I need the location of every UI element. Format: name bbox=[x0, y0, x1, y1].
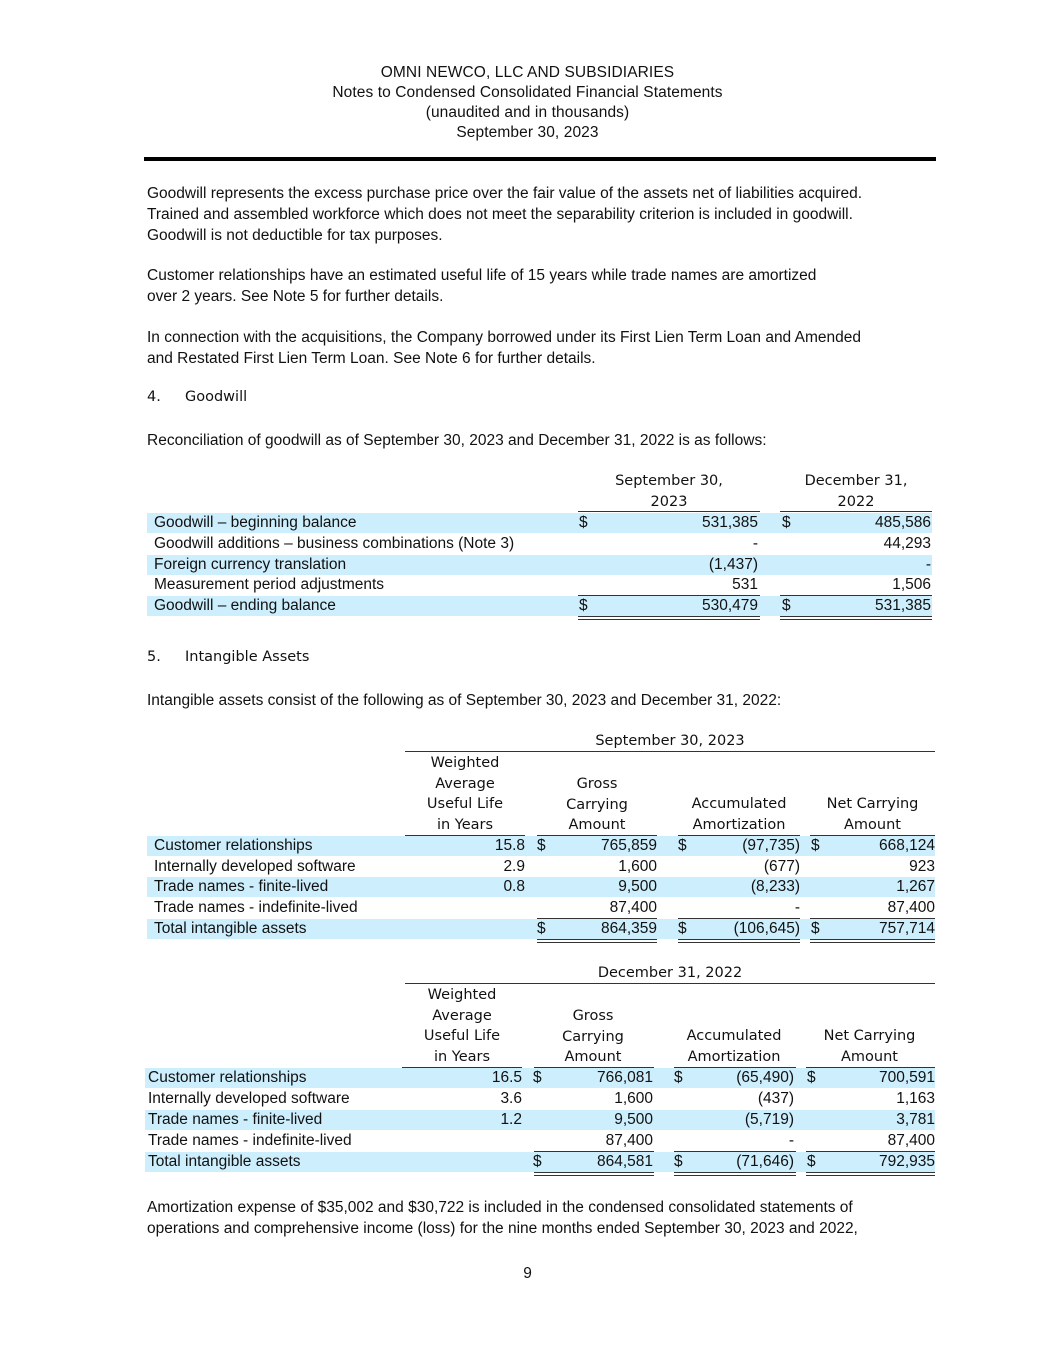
value-2023: 531 bbox=[732, 576, 758, 593]
total-double-underline bbox=[534, 1172, 654, 1176]
currency-symbol: $ bbox=[678, 837, 687, 854]
value-2022: 531,385 bbox=[874, 597, 931, 614]
row-label: Measurement period adjustments bbox=[154, 576, 385, 593]
net-carrying-amount: 792,935 bbox=[878, 1153, 935, 1170]
period-underline bbox=[405, 983, 935, 984]
col-header-line: Useful Life bbox=[423, 1028, 501, 1044]
col-underline bbox=[780, 511, 932, 512]
gross-carrying-amount: 87,400 bbox=[605, 1132, 653, 1149]
intangible-row bbox=[147, 898, 935, 918]
row-label: Trade names - finite-lived bbox=[148, 1111, 323, 1128]
currency-symbol: $ bbox=[811, 837, 820, 854]
col-header-life bbox=[405, 753, 525, 835]
page-number: 9 bbox=[523, 1265, 532, 1282]
col-header-line: Amount bbox=[568, 817, 626, 833]
accumulated-amortization: (8,233) bbox=[750, 878, 800, 895]
col-header-line: Average bbox=[432, 1007, 492, 1024]
net-carrying-amount: 757,714 bbox=[878, 920, 935, 937]
col-header-line: Carrying bbox=[562, 1028, 624, 1045]
currency-symbol: $ bbox=[807, 1069, 816, 1086]
acquisitions-paragraph bbox=[147, 327, 947, 369]
row-label: Goodwill – ending balance bbox=[154, 597, 336, 614]
row-label: Customer relationships bbox=[154, 837, 313, 854]
col-header-gross bbox=[537, 774, 657, 836]
currency-symbol: $ bbox=[533, 1153, 542, 1170]
currency-symbol: $ bbox=[533, 1069, 542, 1086]
col-header-line: Amount bbox=[841, 1048, 898, 1065]
gross-carrying-amount: 765,859 bbox=[600, 837, 657, 854]
col-header-line: Accumulated bbox=[686, 1028, 782, 1044]
customer-relationships-paragraph bbox=[147, 265, 947, 307]
total-double-underline bbox=[578, 616, 760, 620]
intangible-row bbox=[147, 877, 935, 897]
useful-life: 1.2 bbox=[500, 1111, 522, 1128]
section-number: 5. bbox=[147, 649, 161, 665]
net-carrying-amount: 1,163 bbox=[896, 1090, 935, 1107]
col-header-line: Amortization bbox=[687, 1048, 781, 1065]
text-line: Goodwill is not deductible for tax purposes. bbox=[147, 227, 443, 244]
text-line: over 2 years. See Note 5 for further details. bbox=[147, 288, 444, 305]
col-header-line: Net Carrying bbox=[823, 1028, 916, 1044]
value-2022: 44,293 bbox=[883, 535, 931, 552]
amortization-paragraph bbox=[147, 1197, 947, 1239]
currency-symbol: $ bbox=[579, 597, 588, 614]
col-header-line: Carrying bbox=[566, 796, 628, 813]
currency-symbol: $ bbox=[782, 514, 791, 531]
goodwill-total-row bbox=[147, 596, 932, 616]
text-line: Trained and assembled workforce which does not meet the separability criterion is included in goodwill. bbox=[147, 206, 853, 223]
total-double-underline bbox=[780, 616, 932, 620]
value-2023: 530,479 bbox=[701, 597, 758, 614]
col-header-line: Weighted bbox=[430, 755, 500, 771]
accumulated-amortization: (677) bbox=[763, 858, 800, 875]
document-date: September 30, 2023 bbox=[456, 124, 599, 141]
intangible-row bbox=[147, 857, 935, 877]
currency-symbol: $ bbox=[537, 920, 546, 937]
col-header-line: December 31, bbox=[804, 473, 908, 489]
value-2022: - bbox=[925, 556, 931, 573]
section-number: 4. bbox=[147, 389, 161, 405]
company-name: OMNI NEWCO, LLC AND SUBSIDIARIES bbox=[380, 64, 675, 81]
intangible-row bbox=[145, 1068, 935, 1088]
col-header-line: in Years bbox=[436, 816, 494, 833]
gross-carrying-amount: 864,581 bbox=[596, 1153, 653, 1170]
goodwill-col-header-2022 bbox=[780, 471, 932, 512]
gross-carrying-amount: 1,600 bbox=[618, 858, 657, 875]
row-label: Trade names - finite-lived bbox=[154, 878, 329, 895]
goodwill-row bbox=[147, 555, 932, 575]
row-label: Total intangible assets bbox=[148, 1153, 301, 1170]
intangible-row bbox=[145, 1131, 935, 1151]
accumulated-amortization: (437) bbox=[757, 1090, 794, 1107]
text-line: Customer relationships have an estimated useful life of 15 years while trade names are amortized bbox=[147, 267, 817, 284]
section-title: Goodwill bbox=[185, 389, 248, 405]
col-header-gross bbox=[533, 1006, 653, 1068]
col-header-line: Average bbox=[435, 775, 495, 792]
value-2022: 1,506 bbox=[892, 576, 931, 593]
row-label: Total intangible assets bbox=[154, 920, 307, 937]
col-header-line: in Years bbox=[433, 1048, 491, 1065]
intangible-row bbox=[147, 836, 935, 856]
currency-symbol: $ bbox=[537, 837, 546, 854]
row-label: Trade names - indefinite-lived bbox=[148, 1132, 352, 1149]
row-label: Trade names - indefinite-lived bbox=[154, 899, 358, 916]
accumulated-amortization: - bbox=[794, 899, 800, 916]
accumulated-amortization: (71,646) bbox=[736, 1153, 794, 1170]
section-5-heading bbox=[147, 649, 309, 665]
currency-symbol: $ bbox=[579, 514, 588, 531]
currency-symbol: $ bbox=[782, 597, 791, 614]
gross-carrying-amount: 9,500 bbox=[618, 878, 657, 895]
gross-carrying-amount: 9,500 bbox=[614, 1111, 653, 1128]
text-line: Goodwill represents the excess purchase price over the fair value of the assets net of liabilities acquired. bbox=[147, 185, 863, 202]
useful-life bbox=[402, 1131, 522, 1151]
col-header-line: 2023 bbox=[650, 493, 688, 510]
intangible-row bbox=[145, 1110, 935, 1130]
value-2023: (1,437) bbox=[708, 556, 758, 573]
text-line: In connection with the acquisitions, the Company borrowed under its First Lien Term Loan and Amended bbox=[147, 329, 861, 346]
col-header-line: September 30, bbox=[615, 473, 723, 489]
text-line: operations and comprehensive income (loss) for the nine months ended September 30, 2023 and 2022, bbox=[147, 1220, 858, 1237]
col-header-life bbox=[402, 985, 522, 1067]
row-label: Foreign currency translation bbox=[154, 556, 347, 573]
gross-carrying-amount: 1,600 bbox=[614, 1090, 653, 1107]
total-double-underline bbox=[810, 939, 935, 943]
currency-symbol: $ bbox=[674, 1153, 683, 1170]
row-label: Internally developed software bbox=[154, 858, 356, 875]
col-header-line: 2022 bbox=[837, 493, 875, 510]
accumulated-amortization: (5,719) bbox=[744, 1111, 794, 1128]
goodwill-col-header-2023 bbox=[578, 471, 760, 512]
col-header-line: Accumulated bbox=[691, 796, 787, 812]
document-subtitle: (unaudited and in thousands) bbox=[425, 104, 630, 121]
currency-symbol: $ bbox=[674, 1069, 683, 1086]
col-header-line: Amount bbox=[844, 816, 901, 833]
net-carrying-amount: 1,267 bbox=[896, 878, 935, 895]
total-double-underline bbox=[678, 939, 800, 943]
total-double-underline bbox=[537, 939, 657, 943]
col-header-line: Weighted bbox=[427, 987, 497, 1003]
currency-symbol: $ bbox=[678, 920, 687, 937]
section-title: Intangible Assets bbox=[185, 649, 310, 665]
row-label: Customer relationships bbox=[148, 1069, 307, 1086]
goodwill-paragraph bbox=[147, 183, 947, 246]
col-header-accumulated bbox=[674, 1026, 794, 1067]
goodwill-row bbox=[147, 575, 932, 595]
net-carrying-amount: 668,124 bbox=[878, 837, 935, 854]
col-header-line: Gross bbox=[576, 776, 618, 792]
accumulated-amortization: (65,490) bbox=[736, 1069, 794, 1086]
period-header: December 31, 2022 bbox=[597, 965, 743, 981]
gross-carrying-amount: 864,359 bbox=[600, 920, 657, 937]
text-line: and Restated First Lien Term Loan. See Note 6 for further details. bbox=[147, 350, 596, 367]
col-header-line: Amortization bbox=[692, 816, 786, 833]
col-header-line: Net Carrying bbox=[826, 796, 919, 812]
goodwill-row bbox=[147, 513, 932, 533]
intangible-intro: Intangible assets consist of the following as of September 30, 2023 and December 31, 2022: bbox=[147, 692, 782, 709]
period-header: September 30, 2023 bbox=[595, 733, 745, 749]
accumulated-amortization: - bbox=[788, 1132, 794, 1149]
col-header-accumulated bbox=[679, 794, 799, 835]
gross-carrying-amount: 766,081 bbox=[596, 1069, 653, 1086]
useful-life: 3.6 bbox=[500, 1090, 522, 1107]
text-line: Amortization expense of $35,002 and $30,722 is included in the condensed consolidated statements of bbox=[147, 1199, 853, 1216]
gross-carrying-amount: 87,400 bbox=[609, 899, 657, 916]
col-underline bbox=[578, 511, 760, 512]
net-carrying-amount: 700,591 bbox=[878, 1069, 935, 1086]
row-label: Internally developed software bbox=[148, 1090, 350, 1107]
intangible-total-row bbox=[147, 919, 935, 939]
net-carrying-amount: 3,781 bbox=[896, 1111, 935, 1128]
currency-symbol: $ bbox=[811, 920, 820, 937]
useful-life: 16.5 bbox=[491, 1069, 522, 1086]
net-carrying-amount: 87,400 bbox=[887, 1132, 935, 1149]
total-double-underline bbox=[806, 1172, 935, 1176]
net-carrying-amount: 87,400 bbox=[887, 899, 935, 916]
total-double-underline bbox=[674, 1172, 796, 1176]
period-underline bbox=[405, 751, 935, 752]
intangible-total-row bbox=[145, 1152, 935, 1172]
value-2022: 485,586 bbox=[874, 514, 931, 531]
col-header-net bbox=[810, 794, 935, 835]
goodwill-intro: Reconciliation of goodwill as of September 30, 2023 and December 31, 2022 is as follows: bbox=[147, 432, 767, 449]
document-title: Notes to Condensed Consolidated Financial Statements bbox=[332, 84, 723, 101]
col-header-line: Useful Life bbox=[426, 796, 504, 812]
net-carrying-amount: 923 bbox=[909, 858, 935, 875]
col-header-line: Amount bbox=[564, 1049, 622, 1065]
useful-life: 15.8 bbox=[494, 837, 525, 854]
accumulated-amortization: (97,735) bbox=[742, 837, 800, 854]
row-label: Goodwill – beginning balance bbox=[154, 514, 357, 531]
currency-symbol: $ bbox=[807, 1153, 816, 1170]
value-2023: - bbox=[752, 535, 758, 552]
value-2023: 531,385 bbox=[701, 514, 758, 531]
col-header-line: Gross bbox=[572, 1008, 614, 1024]
header-divider bbox=[144, 157, 936, 161]
row-label: Goodwill additions – business combinations (Note 3) bbox=[154, 535, 515, 552]
useful-life: 2.9 bbox=[503, 858, 525, 875]
intangible-row bbox=[145, 1089, 935, 1109]
goodwill-row bbox=[147, 534, 932, 554]
section-4-heading bbox=[147, 389, 247, 405]
accumulated-amortization: (106,645) bbox=[733, 920, 800, 937]
useful-life: 0.8 bbox=[503, 878, 525, 895]
useful-life bbox=[405, 898, 525, 918]
col-header-net bbox=[806, 1026, 933, 1067]
